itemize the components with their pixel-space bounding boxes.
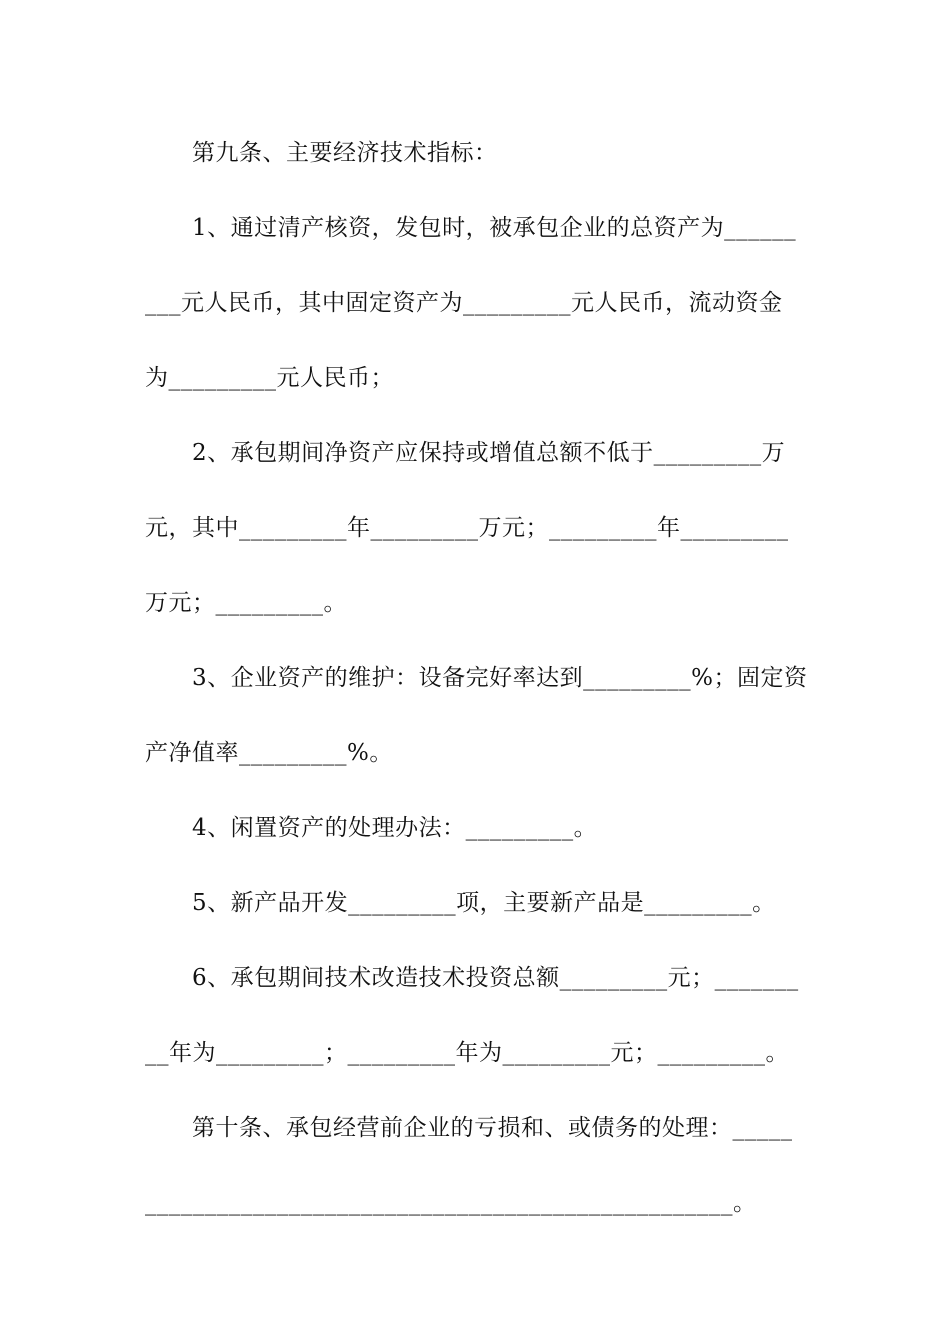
article-10-line-1: 第十条、承包经营前企业的亏损和、或债务的处理：_____	[192, 1115, 793, 1141]
article-10-line-2: _________________________________________________。	[145, 1190, 757, 1216]
item-5-line-1: 5、新产品开发_________项，主要新产品是_________。	[192, 890, 776, 916]
item-6-line-2: __年为_________；_________年为_________元；_________。	[145, 1040, 789, 1066]
item-6-line-1: 6、承包期间技术改造技术投资总额_________元；_______	[192, 965, 799, 991]
item-3-line-2: 产净值率_________%。	[145, 740, 393, 766]
item-1-line-2: ___元人民币，其中固定资产为_________元人民币，流动资金	[145, 290, 783, 316]
item-2-line-3: 万元；_________。	[145, 590, 347, 616]
item-4-line-1: 4、闲置资产的处理办法：_________。	[192, 815, 598, 841]
article-9-heading: 第九条、主要经济技术指标：	[192, 140, 498, 166]
item-3-line-1: 3、企业资产的维护：设备完好率达到_________%；固定资	[192, 665, 808, 691]
item-2-line-1: 2、承包期间净资产应保持或增值总额不低于_________万	[192, 440, 786, 466]
item-1-line-3: 为_________元人民币；	[145, 365, 394, 391]
item-2-line-2: 元，其中_________年_________万元；_________年_________	[145, 515, 789, 541]
item-1-line-1: 1、通过清产核资，发包时，被承包企业的总资产为______	[192, 215, 797, 241]
